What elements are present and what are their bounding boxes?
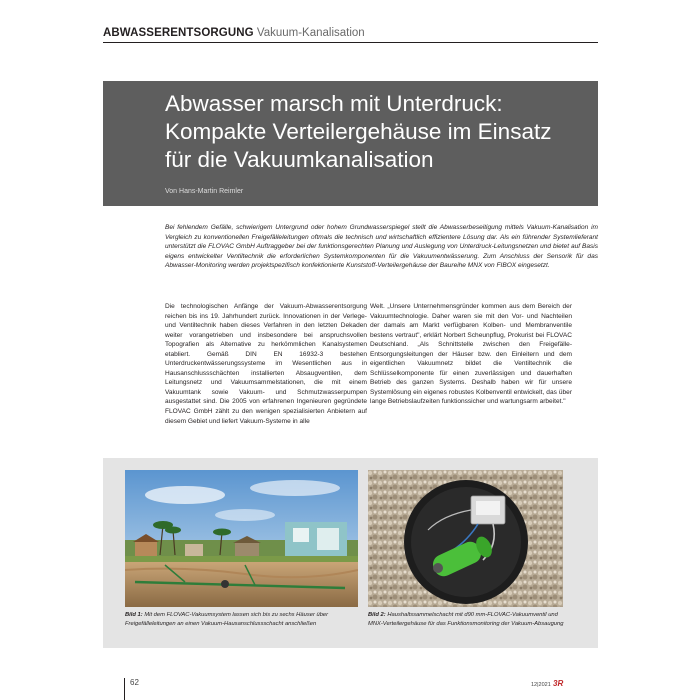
figure-2-caption [368,611,568,628]
header-topic: Vakuum-Kanalisation [256,27,365,39]
figure-1-caption [125,611,365,628]
figure-1-caption-text: Mit dem FLOVAC-Vakuumsystem lassen sich bis zu sechs Häuser über Freigefälleleitungen an einen Vakuum-Hausanschlussschacht anschließen [125,612,329,627]
title-block [103,81,598,206]
lead-paragraph: Bei fehlendem Gefälle, schwierigem Untergrund oder hohem Grundwasserspiegel stellt die Abwasserbeseitigung mittels Vakuum-Kanalisation im Vergleich zu konventionellen Freigefälleleitungen oftmals die technisch und wirtschaftlich effizientere Lösung dar. Als ein führender Systemlieferant unterstützt die FLOVAC GmbH Auftraggeber bei der funktionsgerechten Planung und Auslegung von Unterdruck-Leitungsnetzen und bietet auf Basis eigens entwickelter Ventiltechnik die erforderlichen Systemkomponenten für die Vakuumentwässerung. Zum Anschluss der Sensorik für das Abwasser-Monitoring werden projektspezifisch konfektionierte Kunststoff-Verteilergehäuse der Baureihe MNX von FIBOX eingesetzt. [165,224,598,270]
figure-1-label: Bild 1: [125,612,143,618]
page-number: 62 [130,678,139,687]
title-line-2: Kompakte Verteilergehäuse im Einsatz [165,119,552,144]
header-rule [103,42,598,43]
village-cross-section-illustration [125,470,358,607]
article-title [165,90,590,174]
issue-number: 12|2021 [531,682,551,688]
figure-1-image [125,470,358,607]
author-byline: Von Hans-Martin Reimler [165,188,244,195]
magazine-logo: 3R [553,679,564,688]
title-line-3: für die Vakuumkanalisation [165,147,434,172]
header-section: ABWASSERENTSORGUNG [103,27,254,39]
title-line-1: Abwasser marsch mit Unterdruck: [165,91,503,116]
running-header [103,26,598,42]
body-column-2: Welt. „Unsere Unternehmensgründer kommen aus dem Bereich der Vakuumtechnologie. Daher waren sie mit den Vor- und Nachteilen der damals am Markt verfügbaren Kolben- und Membranventile bestens vertraut", erklärt Norbert Scheunpflug, Prokurist bei FLOVAC Deutschland. „Als Schnittstelle zwischen den Freigefälle-Entsorgungsleitungen der Häuser bzw. den Einleitern und dem eigentlichen Vakuumnetz bildet die Ventiltechnik die Schlüsselkomponente für einen zuverlässigen und dauerhaften Betrieb des ganzen Systems. Deshalb haben wir für unsere Systemlösung ein eigenes robustes Kolbenventil entwickelt, das über lange Betriebslaufzeiten funktionssicher und wartungsarm arbeitet." [370,303,572,406]
figure-2-caption-text: Haushaltssammelschacht mit d90 mm-FLOVAC-Vakuumventil und MNX-Verteilergehäuse für das Funktionsmonitoring der Vakuum-Absaugung [368,612,564,627]
figure-2-image [368,470,563,607]
footer-rule [124,678,125,700]
figure-2-label: Bild 2: [368,612,386,618]
body-column-1: Die technologischen Anfänge der Vakuum-Abwasserentsorgung reichen bis ins 19. Jahrhundert zurück. Innovationen in der Verlege- und Ventiltechnik haben dieses Verfahren in den letzten Dekaden weiter vorangetrieben und insbesondere bei anspruchsvollen Topografien als Alternative zu herkömmlichen Kanalsystemen etabliert. Gemäß DIN EN 16932-3 bestehen Unterdruckentwässerungssysteme im Wesentlichen aus in Hausanschlussschächten installierten Absaugventilen, dem Leitungsnetz und Vakuumsammelstationen, die mit einem Vakuumtank sowie Vakuum- und Schmutzwasserpumpen ausgestattet sind. Die 2005 von erfahrenen Ingenieuren gegründete FLOVAC GmbH zählt zu den wenigen spezialisierten Anbietern auf diesem Gebiet und liefert Vakuum-Systeme in alle [165,303,367,425]
shaft-top-view-photo [368,470,563,607]
